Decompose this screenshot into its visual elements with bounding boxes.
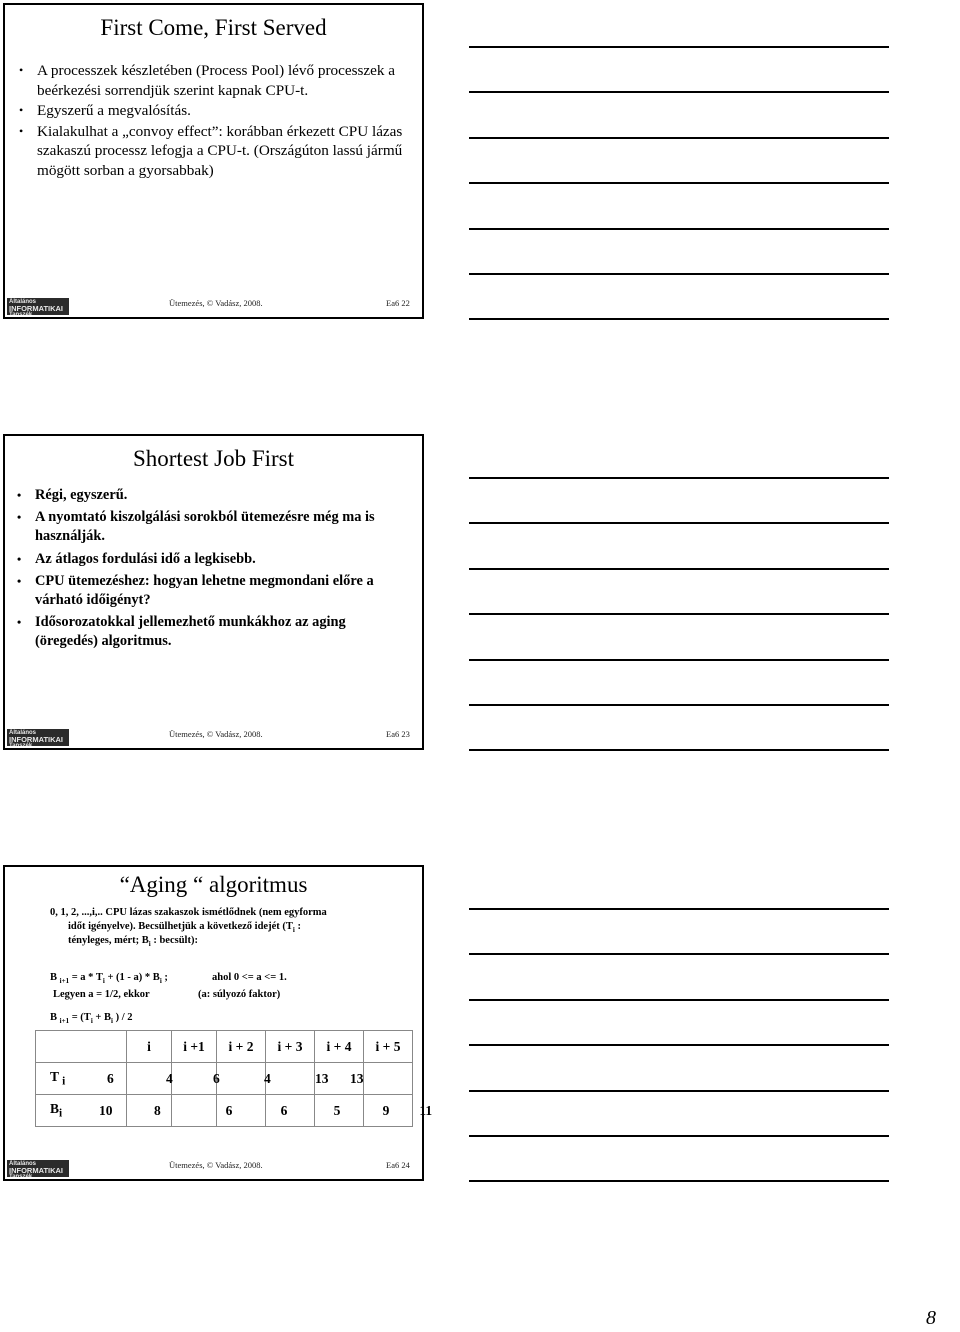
table-header-row bbox=[36, 1031, 413, 1063]
intro-line: tényleges, mért; $B_i$ : becsült): bbox=[68, 935, 198, 949]
table-cell: 6 bbox=[127, 1063, 172, 1095]
slide-title: First Come, First Served bbox=[100, 15, 327, 40]
slide-footer-copyright: Ütemezés, © Vadász, 2008. bbox=[169, 729, 263, 739]
table-cell: 4 bbox=[172, 1063, 217, 1095]
table-cell: 13 bbox=[364, 1063, 413, 1095]
bullet-item: • Régi, egyszerű. bbox=[17, 486, 412, 505]
bullet-item: • Egyszerű a megvalósítás. bbox=[19, 101, 412, 121]
slide-footer-copyright: Ütemezés, © Vadász, 2008. bbox=[169, 298, 263, 308]
formula-simplified: B $_{i+1} = (T_i + B_i$ ) / 2 bbox=[50, 1012, 133, 1026]
table-cell: i + 5 bbox=[364, 1031, 413, 1063]
table-cell: 6 bbox=[217, 1063, 266, 1095]
department-logo: Általános INFORMATIKAI Tanszék bbox=[7, 298, 69, 315]
slide-footer-copyright: Ütemezés, © Vadász, 2008. bbox=[169, 1160, 263, 1170]
bullet-item: • Kialakulhat a „convoy effect”: korábban érkezett CPU lázas szakaszú processz lefogja a CPU-t. (Országúton lassú jármű mögött sorban a gyorsabbak) bbox=[19, 122, 412, 181]
department-logo: Általános INFORMATIKAI Tanszék bbox=[7, 729, 69, 746]
table-row bbox=[36, 1095, 413, 1127]
table-cell: 9 11 bbox=[364, 1095, 413, 1127]
table-cell: 4 bbox=[266, 1063, 315, 1095]
slide-title: “Aging “ algoritmus bbox=[119, 872, 308, 897]
row-label: $B_i$ bbox=[36, 1095, 127, 1127]
let-text: Legyen a = 1/2, ekkor bbox=[53, 989, 150, 1000]
table-cell: i +1 bbox=[172, 1031, 217, 1063]
table-cell: i + 3 bbox=[266, 1031, 315, 1063]
bullet-list bbox=[19, 61, 412, 182]
let-note: (a: súlyozó faktor) bbox=[198, 989, 281, 1000]
bullet-item: • CPU ütemezéshez: hogyan lehetne megmondani előre a várható időigényt? bbox=[17, 572, 412, 610]
table-cell: 8 bbox=[172, 1095, 217, 1127]
table-cell: 6 bbox=[266, 1095, 315, 1127]
slide-footer-number: Ea6 22 bbox=[386, 298, 410, 308]
table-cell: i + 4 bbox=[315, 1031, 364, 1063]
intro-line: 0, 1, 2, ...,i,.. CPU lázas szakaszok ismétlődnek (nem egyforma bbox=[50, 907, 327, 918]
table-cell: i + 2 bbox=[217, 1031, 266, 1063]
page-number: 8 bbox=[926, 1307, 936, 1329]
bullet-list bbox=[17, 486, 412, 655]
bullet-item: • A processzek készletében (Process Pool) lévő processzek a beérkezési sorrendjük szerint kapnak CPU-t. bbox=[19, 61, 412, 100]
formula-condition: ahol 0 <= a <= 1. bbox=[212, 972, 287, 983]
table-cell: i bbox=[127, 1031, 172, 1063]
table-cell: 13 bbox=[315, 1063, 364, 1095]
slide-first-come-first-served bbox=[3, 3, 424, 319]
table-row bbox=[36, 1063, 413, 1095]
slide-footer-number: Ea6 24 bbox=[386, 1160, 410, 1170]
slide-footer-number: Ea6 23 bbox=[386, 729, 410, 739]
table-cell: 10 bbox=[127, 1095, 172, 1127]
table-cell: 6 bbox=[217, 1095, 266, 1127]
aging-table bbox=[35, 1030, 433, 1127]
bullet-item: • A nyomtató kiszolgálási sorokból ütemezésre még ma is használják. bbox=[17, 508, 412, 546]
formula-estimate: B $_{i+1} = a * T_i + (1 - a) * B_i$ ; bbox=[50, 972, 168, 986]
table-cell bbox=[36, 1031, 127, 1063]
department-logo: Általános INFORMATIKAI Tanszék bbox=[7, 1160, 69, 1177]
slide-title: Shortest Job First bbox=[132, 446, 295, 471]
bullet-item: • Az átlagos fordulási idő a legkisebb. bbox=[17, 550, 412, 569]
bullet-item: • Idősorozatokkal jellemezhető munkákhoz az aging (öregedés) algoritmus. bbox=[17, 613, 412, 651]
intro-line: időt igényelve). Becsülhetjük a következő idejét ($T_i$ : bbox=[68, 921, 301, 935]
row-label: T $_i$ bbox=[36, 1063, 127, 1095]
table-cell: 5 bbox=[315, 1095, 364, 1127]
